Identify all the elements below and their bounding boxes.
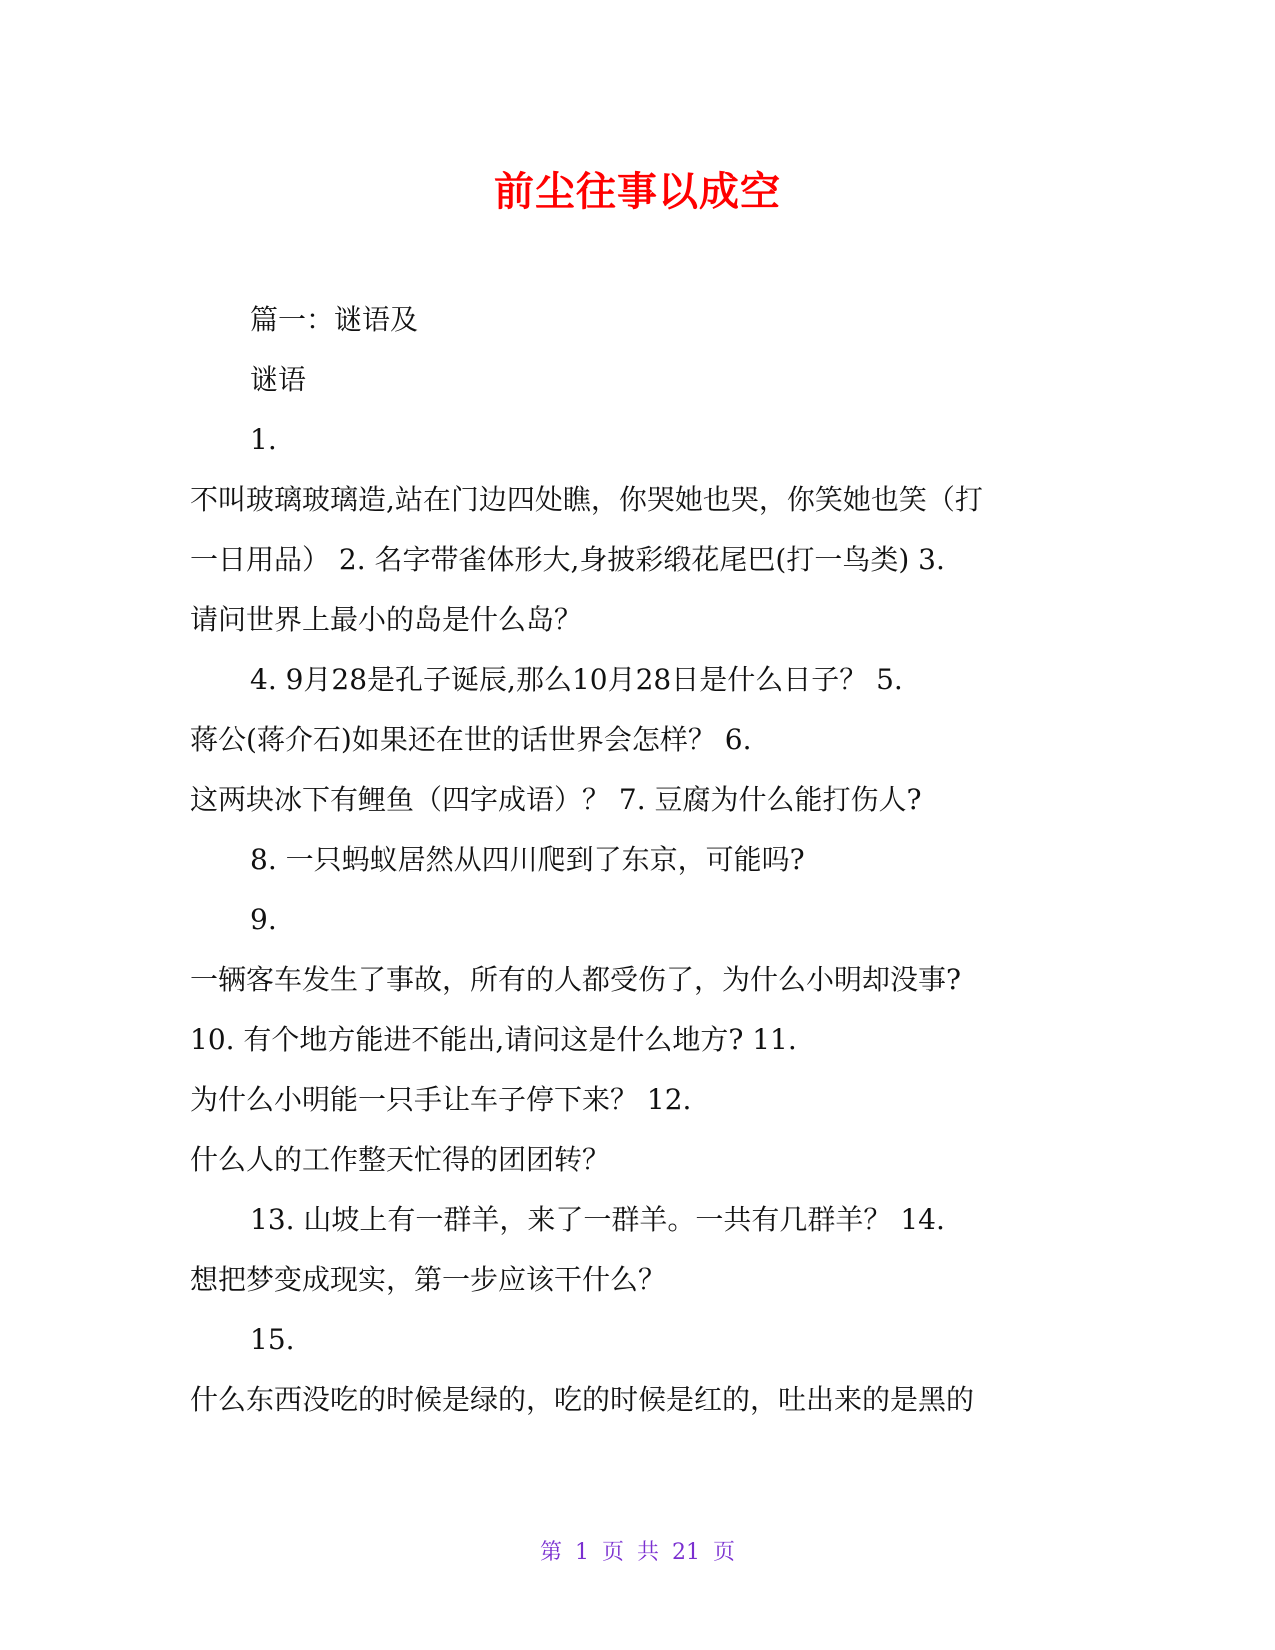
body-line: 这两块冰下有鲤鱼（四字成语）？ 7. 豆腐为什么能打伤人? bbox=[190, 783, 922, 816]
body-line: 什么东西没吃的时候是绿的，吃的时候是红的，吐出来的是黑的 bbox=[190, 1383, 975, 1416]
body-line: 为什么小明能一只手让车子停下来？ 12. bbox=[190, 1083, 692, 1116]
body-line: 一辆客车发生了事故，所有的人都受伤了，为什么小明却没事? bbox=[190, 963, 962, 996]
body-line: 什么人的工作整天忙得的团团转？ bbox=[190, 1143, 611, 1176]
body-line: 想把梦变成现实，第一步应该干什么？ bbox=[190, 1263, 667, 1296]
body-line: 一日用品） 2. 名字带雀体形大,身披彩缎花尾巴(打一鸟类) 3. bbox=[190, 543, 945, 576]
body-line: 13. 山坡上有一群羊，来了一群羊。一共有几群羊？ 14. bbox=[250, 1203, 945, 1236]
body-line: 谜语 bbox=[250, 363, 307, 396]
page-footer: 第 1 页 共 21 页 bbox=[540, 1540, 735, 1565]
body-line: 1. bbox=[250, 423, 277, 456]
body-line: 9. bbox=[250, 903, 277, 936]
body-line: 篇一：谜语及 bbox=[250, 303, 419, 336]
body-line: 8. 一只蚂蚁居然从四川爬到了东京，可能吗? bbox=[250, 843, 805, 876]
body-line: 15. bbox=[250, 1323, 295, 1356]
document-body bbox=[190, 290, 1090, 1430]
body-line: 4. 9月28是孔子诞辰,那么10月28日是什么日子？ 5. bbox=[250, 663, 903, 696]
body-line: 请问世界上最小的岛是什么岛？ bbox=[190, 603, 583, 636]
body-line: 10. 有个地方能进不能出,请问这是什么地方? 11. bbox=[190, 1023, 797, 1056]
body-line: 不叫玻璃玻璃造,站在门边四处瞧，你哭她也哭，你笑她也笑（打 bbox=[190, 483, 983, 516]
document-title: 前尘往事以成空 bbox=[494, 169, 781, 215]
body-line: 蒋公(蒋介石)如果还在世的话世界会怎样？ 6. bbox=[190, 723, 752, 756]
